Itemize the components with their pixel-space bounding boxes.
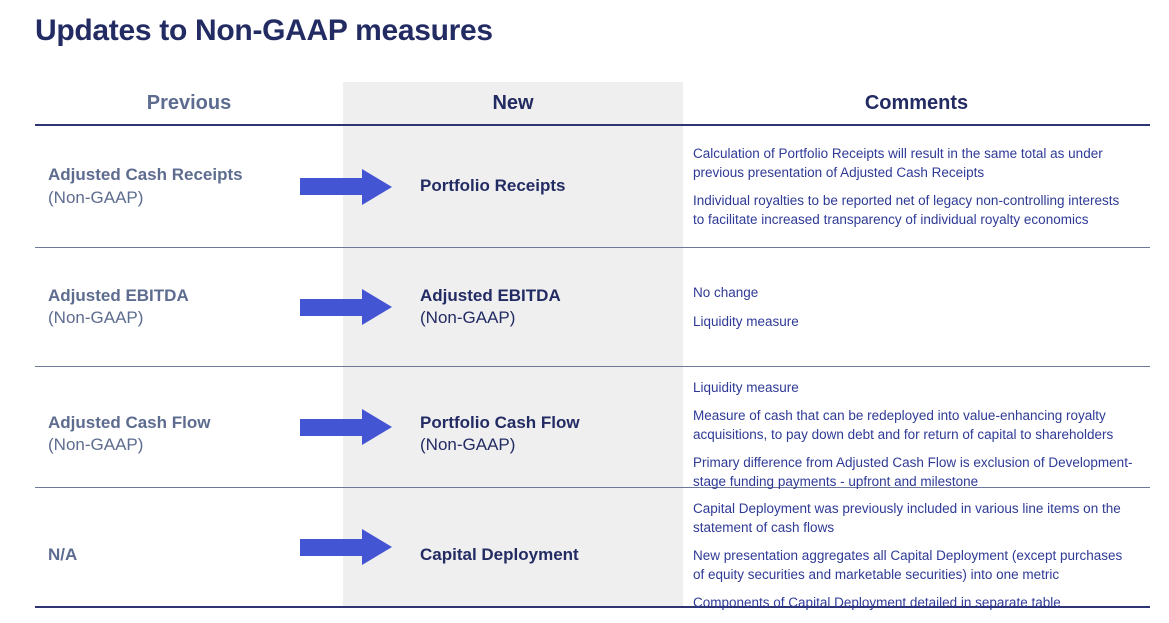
table-header-row — [35, 82, 1150, 126]
previous-cell — [35, 488, 343, 623]
comment-paragraph: New presentation aggregates all Capital Deployment (except purchases of equity securities and marketable securities) into one metric — [693, 547, 1123, 582]
new-cell — [343, 126, 683, 247]
previous-metric-name: Adjusted Cash Flow — [48, 412, 211, 432]
right-arrow-icon — [300, 289, 392, 325]
comment-paragraph: No change — [693, 285, 759, 301]
table-row — [35, 248, 1150, 367]
new-cell — [343, 248, 683, 366]
column-header-comments: Comments — [864, 91, 969, 114]
table-row — [35, 126, 1150, 248]
comment-paragraph: Liquidity measure — [693, 379, 799, 395]
right-arrow-body — [300, 419, 362, 436]
comment-paragraph: Measure of cash that can be redeployed into value-enhancing royalty acquisitions, to pay down debt and for return of capital to shareholders — [693, 407, 1114, 442]
previous-metric-name: N/A — [48, 545, 78, 565]
previous-metric-name: Adjusted Cash Receipts — [48, 165, 243, 185]
table-row — [35, 367, 1150, 488]
right-arrow-body — [300, 178, 362, 195]
right-arrow-icon — [300, 529, 392, 565]
right-arrow-head — [362, 529, 392, 565]
page-title: Updates to Non-GAAP measures — [35, 14, 493, 47]
comment-paragraph: Primary difference from Adjusted Cash Flow is exclusion of Development-stage funding payments - upfront and milestone — [693, 454, 1133, 490]
previous-cell — [35, 126, 343, 247]
right-arrow-head — [362, 169, 392, 205]
previous-metric-name: Adjusted EBITDA — [48, 285, 189, 305]
new-metric-name: Adjusted EBITDA — [420, 285, 561, 305]
right-arrow-icon — [300, 409, 392, 445]
new-metric-name: Capital Deployment — [420, 545, 579, 565]
new-cell — [343, 367, 683, 502]
previous-metric-qualifier: (Non-GAAP) — [48, 435, 144, 455]
comment-paragraph: Liquidity measure — [693, 313, 799, 329]
previous-cell — [35, 248, 343, 366]
new-cell — [343, 488, 683, 623]
comment-paragraph: Capital Deployment was previously included in various line items on the statement of cash flows — [693, 500, 1121, 535]
right-arrow-icon — [300, 169, 392, 205]
comment-paragraph: Calculation of Portfolio Receipts will result in the same total as under previous presentation of Adjusted Cash Receipts — [693, 145, 1103, 180]
previous-metric-qualifier: (Non-GAAP) — [48, 187, 144, 207]
non-gaap-measures-table — [35, 82, 1150, 611]
new-metric-name: Portfolio Cash Flow — [420, 412, 580, 432]
right-arrow-head — [362, 289, 392, 325]
new-metric-name: Portfolio Receipts — [420, 176, 566, 196]
column-header-previous: Previous — [146, 91, 232, 114]
comment-paragraph: Individual royalties to be reported net of legacy non-controlling interests to facilitate increased transparency of individual royalty economics — [693, 193, 1120, 228]
previous-cell — [35, 367, 343, 502]
comments-cell — [683, 488, 1150, 623]
table-row — [35, 488, 1150, 611]
comments-cell — [683, 248, 1150, 366]
comments-cell — [683, 126, 1150, 247]
new-metric-qualifier: (Non-GAAP) — [420, 308, 516, 327]
right-arrow-body — [300, 299, 362, 316]
comments-cell — [683, 367, 1150, 502]
new-metric-qualifier: (Non-GAAP) — [420, 435, 516, 455]
comment-paragraph: Components of Capital Deployment detailed in separate table — [693, 595, 1061, 611]
column-header-new: New — [492, 91, 534, 114]
right-arrow-head — [362, 409, 392, 445]
previous-metric-qualifier: (Non-GAAP) — [48, 308, 144, 327]
right-arrow-body — [300, 539, 362, 556]
